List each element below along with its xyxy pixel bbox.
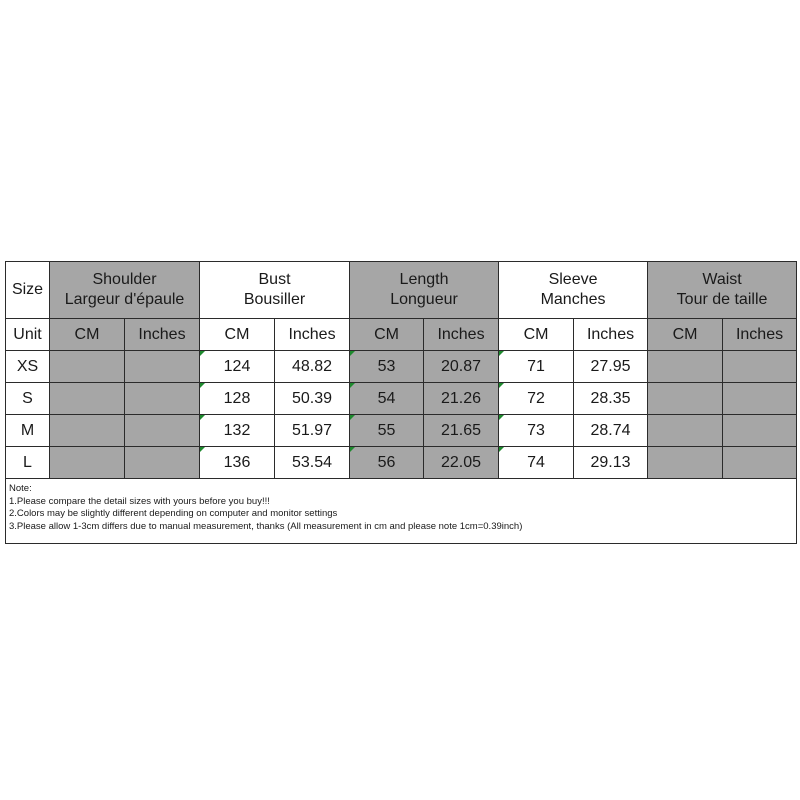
- size-cell[interactable]: XS: [6, 351, 50, 383]
- notes-title: Note:: [9, 483, 32, 494]
- length-header-en: Length: [399, 271, 449, 288]
- size-chart-sheet: [5, 261, 796, 544]
- bust-header-en: Bust: [258, 271, 291, 288]
- bust-cm-cell[interactable]: 132: [200, 415, 275, 447]
- size-chart-table: [5, 261, 797, 544]
- shoulder-header-fr: Largeur d'épaule: [64, 291, 185, 308]
- shoulder-cm-cell[interactable]: [50, 447, 125, 479]
- bust-header-cell[interactable]: [200, 262, 350, 319]
- shoulder-cm-cell[interactable]: [50, 351, 125, 383]
- length-header-cell[interactable]: [350, 262, 499, 319]
- note-line: 1.Please compare the detail sizes with yours before you buy!!!: [9, 495, 270, 507]
- shoulder-cm-cell[interactable]: [50, 383, 125, 415]
- shoulder-inches-cell[interactable]: [125, 415, 200, 447]
- size-cell[interactable]: L: [6, 447, 50, 479]
- bust-header-fr: Bousiller: [243, 291, 306, 308]
- waist-cm-cell[interactable]: [648, 383, 723, 415]
- length-cm-cell[interactable]: 56: [350, 447, 424, 479]
- size-cell[interactable]: M: [6, 415, 50, 447]
- waist-inches-unit-cell[interactable]: Inches: [723, 319, 797, 351]
- sleeve-cm-unit-cell[interactable]: CM: [499, 319, 574, 351]
- length-inches-cell[interactable]: 22.05: [424, 447, 499, 479]
- shoulder-inches-cell[interactable]: [125, 447, 200, 479]
- sleeve-inches-cell[interactable]: 28.35: [574, 383, 648, 415]
- length-cm-cell[interactable]: 54: [350, 383, 424, 415]
- sleeve-header-fr: Manches: [540, 291, 606, 308]
- bust-cm-cell[interactable]: 124: [200, 351, 275, 383]
- header-row: [6, 262, 797, 319]
- note-line: 3.Please allow 1-3cm differs due to manual measurement, thanks (All measurement in cm and please note 1cm=0.39inch): [9, 520, 523, 532]
- table-row: [6, 351, 797, 383]
- length-cm-unit-cell[interactable]: CM: [350, 319, 424, 351]
- shoulder-header-cell[interactable]: [50, 262, 200, 319]
- bust-inches-cell[interactable]: 51.97: [275, 415, 350, 447]
- length-header-fr: Longueur: [390, 291, 458, 308]
- sleeve-inches-cell[interactable]: 28.74: [574, 415, 648, 447]
- waist-cm-cell[interactable]: [648, 415, 723, 447]
- sleeve-inches-cell[interactable]: 27.95: [574, 351, 648, 383]
- length-inches-unit-cell[interactable]: Inches: [424, 319, 499, 351]
- notes-cell[interactable]: [6, 479, 797, 544]
- table-row: [6, 383, 797, 415]
- waist-cm-cell[interactable]: [648, 447, 723, 479]
- sleeve-cm-cell[interactable]: 73: [499, 415, 574, 447]
- bust-cm-unit-cell[interactable]: CM: [200, 319, 275, 351]
- note-line: 2.Colors may be slightly different depending on computer and monitor settings: [9, 508, 338, 519]
- length-cm-cell[interactable]: 55: [350, 415, 424, 447]
- bust-inches-cell[interactable]: 53.54: [275, 447, 350, 479]
- unit-label-cell[interactable]: Unit: [6, 319, 50, 351]
- waist-cm-unit-cell[interactable]: CM: [648, 319, 723, 351]
- waist-header-fr: Tour de taille: [676, 291, 768, 308]
- shoulder-inches-unit-cell[interactable]: Inches: [125, 319, 200, 351]
- table-row: [6, 415, 797, 447]
- size-header-label: Size: [11, 281, 44, 298]
- shoulder-inches-cell[interactable]: [125, 351, 200, 383]
- sleeve-inches-unit-cell[interactable]: Inches: [574, 319, 648, 351]
- length-cm-cell[interactable]: 53: [350, 351, 424, 383]
- notes-row: [6, 479, 797, 544]
- bust-cm-cell[interactable]: 136: [200, 447, 275, 479]
- waist-inches-cell[interactable]: [723, 415, 797, 447]
- shoulder-cm-unit-cell[interactable]: CM: [50, 319, 125, 351]
- sleeve-cm-cell[interactable]: 74: [499, 447, 574, 479]
- sleeve-cm-cell[interactable]: 72: [499, 383, 574, 415]
- waist-cm-cell[interactable]: [648, 351, 723, 383]
- size-cell[interactable]: S: [6, 383, 50, 415]
- waist-header-en: Waist: [702, 271, 742, 288]
- waist-header-cell[interactable]: [648, 262, 797, 319]
- sleeve-cm-cell[interactable]: 71: [499, 351, 574, 383]
- waist-inches-cell[interactable]: [723, 447, 797, 479]
- sleeve-header-en: Sleeve: [548, 271, 598, 288]
- length-inches-cell[interactable]: 21.26: [424, 383, 499, 415]
- shoulder-cm-cell[interactable]: [50, 415, 125, 447]
- sleeve-header-cell[interactable]: [499, 262, 648, 319]
- length-inches-cell[interactable]: 20.87: [424, 351, 499, 383]
- bust-inches-cell[interactable]: 48.82: [275, 351, 350, 383]
- shoulder-inches-cell[interactable]: [125, 383, 200, 415]
- waist-inches-cell[interactable]: [723, 383, 797, 415]
- table-row: [6, 447, 797, 479]
- sleeve-inches-cell[interactable]: 29.13: [574, 447, 648, 479]
- bust-inches-unit-cell[interactable]: Inches: [275, 319, 350, 351]
- unit-row: [6, 319, 797, 351]
- bust-inches-cell[interactable]: 50.39: [275, 383, 350, 415]
- shoulder-header-en: Shoulder: [92, 271, 157, 288]
- size-header-cell[interactable]: [6, 262, 50, 319]
- waist-inches-cell[interactable]: [723, 351, 797, 383]
- length-inches-cell[interactable]: 21.65: [424, 415, 499, 447]
- bust-cm-cell[interactable]: 128: [200, 383, 275, 415]
